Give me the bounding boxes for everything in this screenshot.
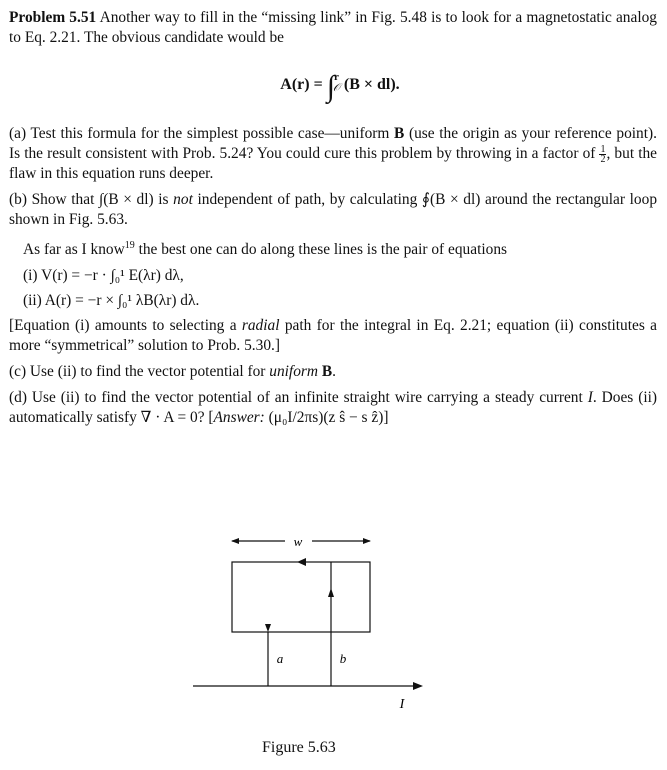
label-a: a	[276, 651, 284, 666]
problem-intro-text: Another way to fill in the “missing link” in Fig. 5.48 is to look for a magnetostatic analog to Eq. 2.21. The obvious candidate would be	[9, 9, 657, 46]
integral-upper-limit: r	[333, 71, 339, 84]
integral-limits	[333, 72, 340, 94]
equation-i: (i) V(r) = −r · ∫₀¹ E(λr) dλ,	[23, 267, 184, 285]
know-paragraph	[9, 236, 657, 260]
part-c-text-2: .	[332, 363, 336, 381]
loop-top-arrow-icon	[297, 558, 306, 566]
problem-intro	[9, 8, 657, 48]
integral-sign: ∫	[326, 70, 335, 103]
equation-ii: (ii) A(r) = −r × ∫₀¹ λB(λr) dλ.	[23, 292, 200, 310]
answer-label: Answer:	[213, 409, 265, 427]
note-text-1: [Equation (i) amounts to selecting a	[9, 317, 242, 335]
fraction-numerator: 1	[600, 144, 606, 156]
part-a-bold-b: B	[394, 125, 405, 143]
fraction-denominator: 2	[600, 154, 606, 166]
equation-lhs: A(r) =	[280, 76, 323, 93]
part-c-italic-uniform: uniform	[269, 363, 319, 381]
footnote-19: 19	[124, 240, 135, 252]
part-b-text-2: independent of path, by calculating ∮(B × dl) around the rectangular loop shown in Fig. 5.63.	[9, 191, 658, 229]
candidate-equation	[9, 70, 657, 103]
note-text-2: path for the integral in Eq. 2.21; equation (ii) constitutes a more “symmetrical” solution to Prob. 5.30.]	[9, 317, 657, 355]
part-d-text-2: . Does (ii) automatically satisfy ∇ · A = 0? [	[9, 389, 658, 427]
part-a	[9, 124, 657, 184]
rectangular-loop	[232, 562, 370, 632]
part-c	[9, 362, 657, 382]
loop-left-arrow-icon	[265, 624, 271, 632]
figure-caption: Figure 5.63	[262, 739, 336, 756]
part-a-text-1: (a) Test this formula for the simplest possible case—uniform	[9, 125, 395, 143]
equation-integrand: (B × dl).	[343, 76, 400, 93]
problem-label: Problem 5.51	[9, 9, 97, 26]
know-text-1: As far as I know	[23, 241, 125, 259]
know-text-2: the best one can do along these lines is the pair of equations	[134, 241, 508, 259]
part-b-text-1: (b) Show that ∫(B × dl) is	[9, 191, 174, 209]
part-a-text-2: (use the origin as your reference point). Is the result consistent with Prob. 5.24? You could cure this problem by throwing in a factor of	[9, 125, 657, 163]
integral-lower-limit: 𝒪	[332, 82, 340, 95]
note-italic-radial: radial	[241, 317, 280, 335]
part-b-italic-not: not	[173, 191, 193, 209]
part-c-bold-b: B	[318, 363, 333, 381]
answer-text: (μ₀I/2πs)(z ŝ − s ẑ)]	[264, 409, 389, 427]
loop-right-arrow-icon	[328, 588, 334, 597]
label-current-i: I	[399, 697, 405, 712]
width-arrow	[231, 534, 371, 549]
wire-current-arrow-icon	[413, 682, 423, 690]
bracket-note	[9, 316, 657, 356]
label-b: b	[339, 651, 347, 666]
part-d	[9, 388, 657, 428]
part-d-italic-i: I	[587, 389, 593, 407]
label-w: w	[293, 534, 303, 549]
part-d-text-1: (d) Use (ii) to find the vector potential of an infinite straight wire carrying a steady current	[9, 389, 588, 407]
part-c-text-1: (c) Use (ii) to find the vector potential for	[9, 363, 270, 381]
part-a-text-3: , but the flaw in this equation runs deeper.	[9, 145, 657, 183]
part-b	[9, 190, 657, 230]
problem-page	[9, 8, 657, 434]
